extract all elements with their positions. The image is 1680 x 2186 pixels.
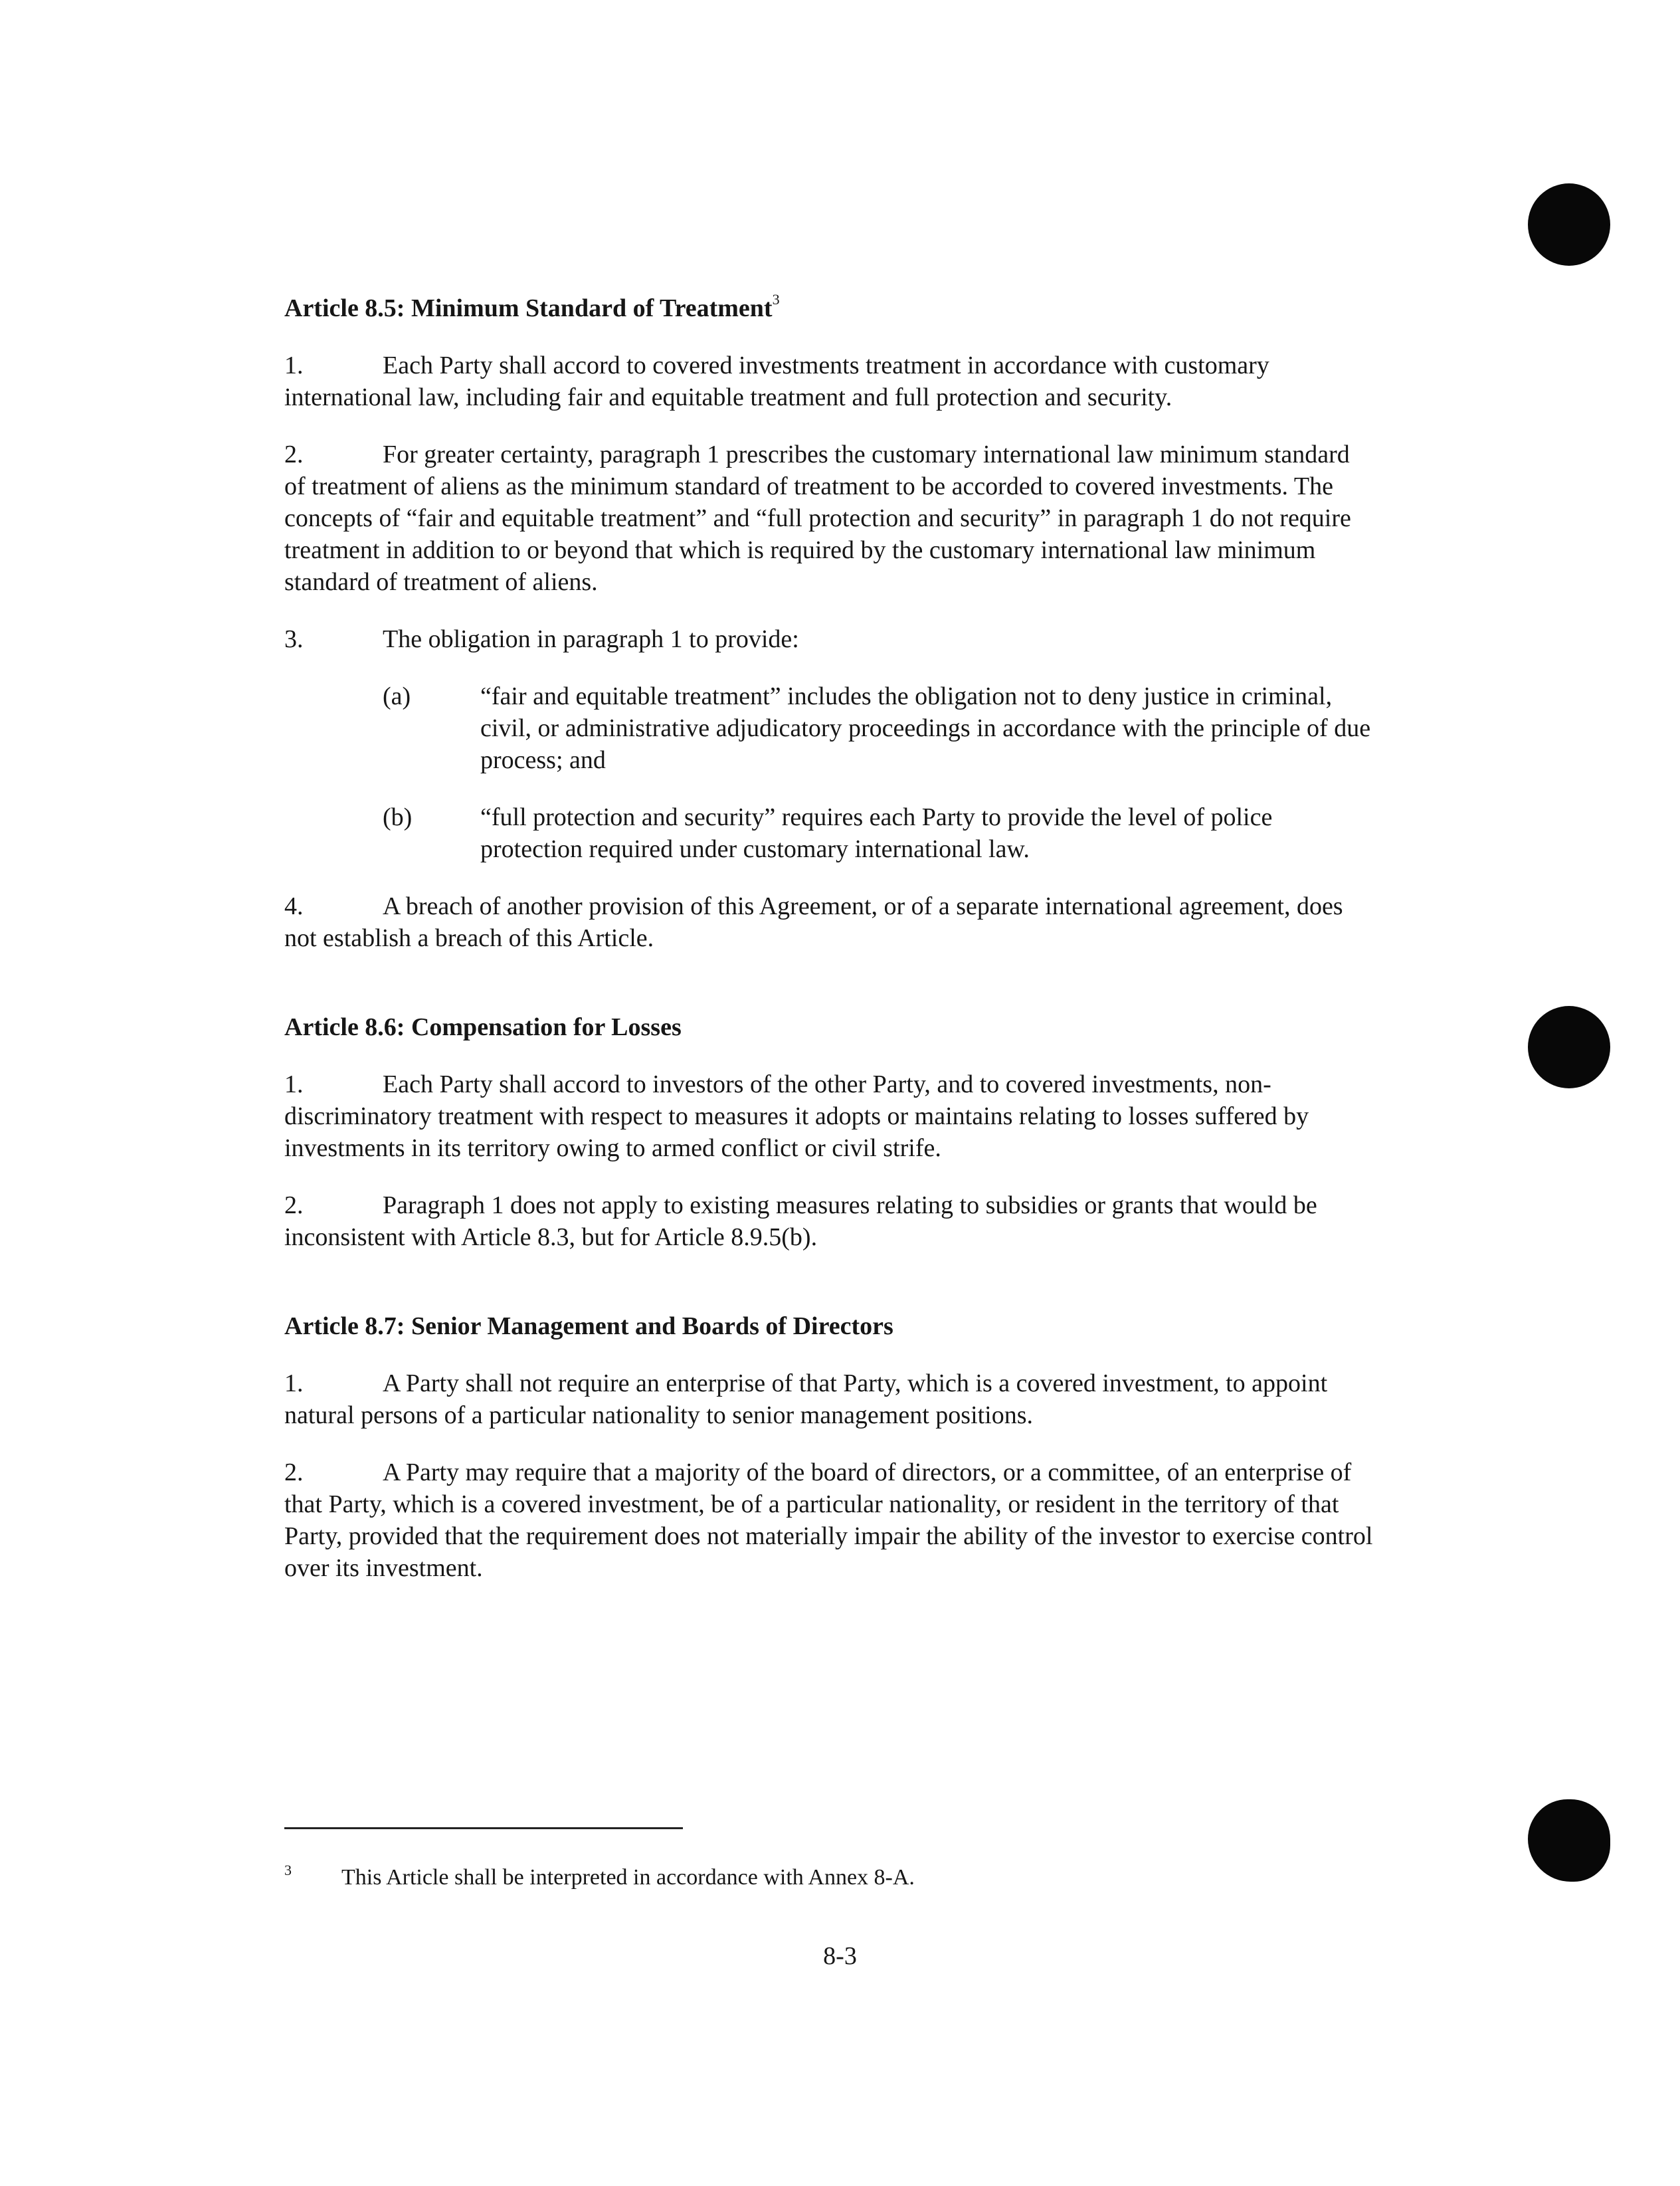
paragraph (284, 439, 1374, 598)
page-number: 8-3 (823, 1942, 857, 1970)
article-8-6 (284, 1011, 1374, 1253)
article-8-7 (284, 1310, 1374, 1584)
paragraph (284, 1456, 1374, 1584)
paragraph (284, 349, 1374, 413)
paragraph (284, 1367, 1374, 1431)
paragraph-number: 4. (284, 892, 304, 920)
article-8-5 (284, 292, 1374, 954)
paragraph-number: 2. (284, 1458, 304, 1486)
article-heading: Article 8.7: Senior Management and Boards of Directors (284, 1312, 893, 1340)
section-spacer (284, 1253, 1374, 1310)
paragraph-text: The obligation in paragraph 1 to provide: (383, 625, 799, 653)
paragraph-text: A Party shall not require an enterprise of that Party, which is a covered investment, to appoint natural persons of a particular nationality to senior management positions. (284, 1369, 1328, 1429)
punch-hole-top (1528, 183, 1610, 266)
punch-hole-middle (1528, 1006, 1610, 1088)
paragraph (284, 1189, 1374, 1253)
paragraph-text: Paragraph 1 does not apply to existing measures relating to subsidies or grants that would be inconsistent with Article 8.3, but for Article 8.9.5(b). (284, 1191, 1317, 1251)
paragraph-text: For greater certainty, paragraph 1 prescribes the customary international law minimum standard of treatment of aliens as the minimum standard of treatment to be accorded to covered investments. The concepts of “fair and equitable treatment” and “full protection and security” in paragraph 1 do not require treatment in addition to or beyond that which is required by the customary international law minimum standard of treatment of aliens. (284, 441, 1351, 596)
footnote-reference[interactable]: 3 (772, 291, 780, 308)
paragraph-number: 1. (284, 351, 304, 379)
paragraph-number: 3. (284, 625, 304, 653)
paragraph (284, 890, 1374, 954)
paragraph-text: A breach of another provision of this Agreement, or of a separate international agreement, does not establish a breach of this Article. (284, 892, 1343, 952)
footnote: 3 This Article shall be interpreted in accordance with Annex 8-A. (284, 1862, 915, 1890)
section-spacer (284, 954, 1374, 1011)
paragraph-text: A Party may require that a majority of the board of directors, or a committee, of an enterprise of that Party, which is a covered investment, be of a particular nationality, or resident in the territory of that Party, provided that the requirement does not materially impair the ability of the investor to exercise control over its investment. (284, 1458, 1373, 1582)
subparagraph-text: “full protection and security” requires each Party to provide the level of police protection required under customary international law. (480, 803, 1273, 863)
paragraph-number: 2. (284, 1191, 304, 1219)
paragraph-number: 2. (284, 441, 304, 468)
paragraph (284, 1068, 1374, 1164)
subparagraph (284, 680, 1374, 776)
article-title: Article 8.5: Minimum Standard of Treatment (284, 294, 773, 322)
article-heading (284, 292, 1374, 324)
paragraph (284, 623, 1374, 655)
paragraph-number: 1. (284, 1070, 304, 1098)
document-body (284, 292, 1374, 1584)
paragraph-text: Each Party shall accord to investors of the other Party, and to covered investments, non-discriminatory treatment with respect to measures it adopts or maintains relating to losses suffered by investments in its territory owing to armed conflict or civil strife. (284, 1070, 1309, 1162)
paragraph-number: 1. (284, 1369, 304, 1397)
subparagraph-text: “fair and equitable treatment” includes the obligation not to deny justice in criminal, civil, or administrative adjudicatory proceedings in accordance with the principle of due process; and (480, 682, 1371, 774)
article-heading: Article 8.6: Compensation for Losses (284, 1013, 682, 1041)
subparagraph-number: (b) (383, 803, 413, 831)
subparagraph (284, 801, 1374, 865)
paragraph-text: Each Party shall accord to covered investments treatment in accordance with customary international law, including fair and equitable treatment and full protection and security. (284, 351, 1269, 411)
footnote-text: This Article shall be interpreted in accordance with Annex 8-A. (341, 1865, 915, 1890)
subparagraph-number: (a) (383, 682, 411, 710)
footnote-separator (284, 1827, 683, 1829)
punch-hole-bottom (1528, 1799, 1610, 1882)
